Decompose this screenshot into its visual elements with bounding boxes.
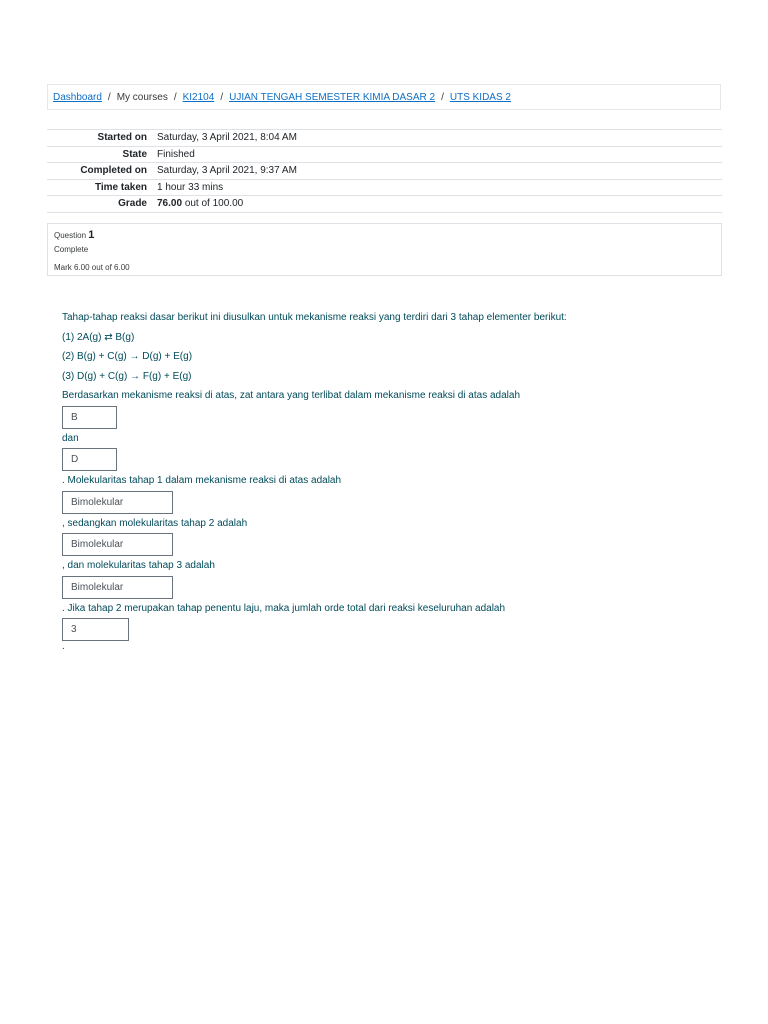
breadcrumb-my-courses: My courses bbox=[116, 91, 168, 103]
answer-field-intermediate-2[interactable]: D bbox=[62, 448, 117, 471]
summary-row-started bbox=[47, 130, 722, 147]
question-mark: Mark 6.00 out of 6.00 bbox=[54, 263, 130, 272]
time-taken-value: 1 hour 33 mins bbox=[157, 179, 722, 196]
state-label: State bbox=[47, 146, 157, 163]
answer-field-molecularity-1[interactable]: Bimolekular bbox=[62, 491, 173, 514]
grade-label: Grade bbox=[47, 196, 157, 213]
summary-row-grade bbox=[47, 196, 722, 213]
completed-label: Completed on bbox=[47, 163, 157, 180]
breadcrumb-separator: / bbox=[173, 91, 177, 103]
breadcrumb bbox=[47, 84, 721, 110]
question-text-4: , sedangkan molekularitas tahap 2 adalah bbox=[62, 517, 248, 529]
grade-value bbox=[157, 196, 722, 213]
answer-field-molecularity-3[interactable]: Bimolekular bbox=[62, 576, 173, 599]
question-text-6: . Jika tahap 2 merupakan tahap penentu laju, maka jumlah orde total dari reaksi keseluruhan adalah bbox=[62, 602, 506, 614]
breadcrumb-separator: / bbox=[107, 91, 111, 103]
attempt-summary-table bbox=[47, 129, 722, 213]
answer-field-intermediate-1[interactable]: B bbox=[62, 406, 117, 429]
breadcrumb-separator: / bbox=[220, 91, 224, 103]
started-label: Started on bbox=[47, 130, 157, 147]
question-state: Complete bbox=[54, 245, 89, 254]
question-label: Question bbox=[54, 231, 87, 240]
reaction-step-2: (2) B(g) + C(g) → D(g) + E(g) bbox=[62, 351, 193, 362]
grade-score: 76.00 bbox=[157, 198, 183, 210]
grade-out-of: out of 100.00 bbox=[184, 198, 244, 210]
state-value: Finished bbox=[157, 146, 722, 163]
started-value: Saturday, 3 April 2021, 8:04 AM bbox=[157, 130, 722, 147]
question-text-2: dan bbox=[62, 432, 79, 444]
summary-row-completed bbox=[47, 163, 722, 180]
question-info-box bbox=[47, 223, 722, 276]
question-text-7: . bbox=[62, 641, 65, 652]
question-content bbox=[62, 308, 722, 653]
answer-field-total-order[interactable]: 3 bbox=[62, 618, 129, 641]
question-text-1: Berdasarkan mekanisme reaksi di atas, zat antara yang terlibat dalam mekanisme reaksi di atas adalah bbox=[62, 390, 521, 401]
summary-row-state bbox=[47, 146, 722, 163]
breadcrumb-section-link[interactable]: UJIAN TENGAH SEMESTER KIMIA DASAR 2 bbox=[229, 91, 436, 103]
summary-row-time bbox=[47, 179, 722, 196]
reaction-step-3: (3) D(g) + C(g) → F(g) + E(g) bbox=[62, 370, 192, 382]
breadcrumb-dashboard-link[interactable]: Dashboard bbox=[53, 91, 102, 103]
completed-value: Saturday, 3 April 2021, 9:37 AM bbox=[157, 163, 722, 180]
question-number bbox=[54, 229, 94, 241]
reaction-step-1: (1) 2A(g) ⇄ B(g) bbox=[62, 331, 135, 343]
time-taken-label: Time taken bbox=[47, 179, 157, 196]
question-intro: Tahap-tahap reaksi dasar berikut ini diusulkan untuk mekanisme reaksi yang terdiri dari 3 tahap elementer berikut: bbox=[62, 312, 567, 323]
question-number-value: 1 bbox=[88, 229, 95, 241]
answer-field-molecularity-2[interactable]: Bimolekular bbox=[62, 533, 173, 556]
breadcrumb-separator: / bbox=[441, 91, 444, 103]
question-text-3: . Molekularitas tahap 1 dalam mekanisme reaksi di atas adalah bbox=[62, 475, 342, 486]
breadcrumb-course-link[interactable]: KI2104 bbox=[182, 91, 215, 103]
breadcrumb-quiz-link[interactable]: UTS KIDAS 2 bbox=[449, 91, 511, 103]
question-text-5: , dan molekularitas tahap 3 adalah bbox=[62, 560, 215, 571]
